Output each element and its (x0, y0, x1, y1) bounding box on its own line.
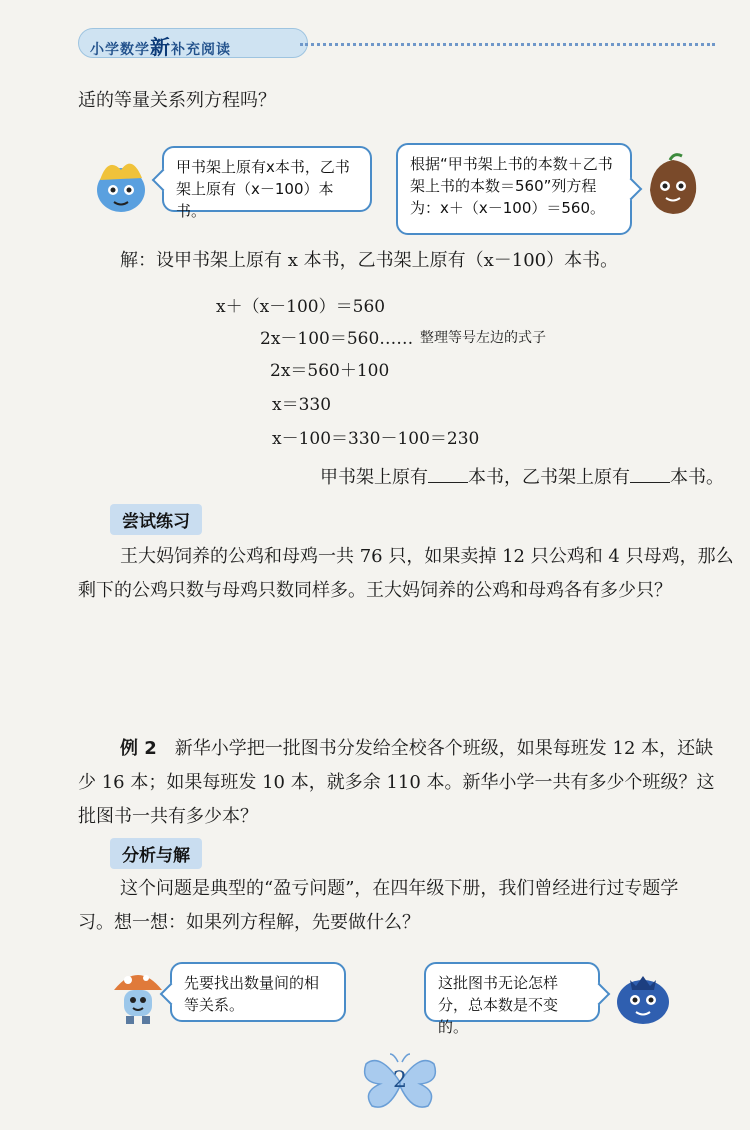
cartoon-character-icon (610, 968, 676, 1028)
example-2-line: 批图书一共有多少本？ (78, 806, 258, 827)
section-tag-practice: 尝试练习 (110, 504, 202, 535)
example-2-line: 例 2 新华小学把一批图书分发给全校各个班级，如果每班发 12 本，还缺 (120, 738, 714, 759)
analysis-line: 习。想一想：如果列方程解，先要做什么？ (78, 912, 420, 933)
equation-3: 2x＝560＋100 (270, 361, 390, 381)
speech-bubble-left: 甲书架上原有x本书，乙书架上原有（x－100）本书。 (162, 146, 372, 212)
equation-5: x－100＝330－100＝230 (272, 429, 480, 449)
cartoon-character-icon (640, 152, 706, 218)
page-number: 2 (393, 1068, 407, 1093)
answer-blank[interactable] (428, 464, 468, 483)
book-series-title: 小学数学新补充阅读 (90, 35, 231, 59)
answer-blank[interactable] (630, 464, 670, 483)
intro-line: 适的等量关系列方程吗？ (78, 90, 276, 111)
equation-2: 2x－100＝560…… (260, 329, 414, 349)
equation-1: x＋（x－100）＝560 (216, 297, 386, 317)
speech-bubble-right: 根据“甲书架上书的本数＋乙书架上书的本数＝560”列方程为：x＋（x－100）＝560。 (396, 143, 632, 235)
speech-bubble-left: 先要找出数量间的相等关系。 (170, 962, 346, 1022)
solution-setup: 解：设甲书架上原有 x 本书，乙书架上原有（x－100）本书。 (120, 250, 619, 271)
header-dotted-rule (300, 43, 715, 46)
answer-line: 甲书架上原有 本书，乙书架上原有 本书。 (320, 464, 724, 491)
analysis-line: 这个问题是典型的“盈亏问题”，在四年级下册，我们曾经进行过专题学 (120, 878, 679, 899)
practice-line: 剩下的公鸡只数与母鸡只数同样多。王大妈饲养的公鸡和母鸡各有多少只？ (78, 580, 672, 601)
speech-bubble-right: 这批图书无论怎样分，总本数是不变的。 (424, 962, 600, 1022)
practice-line: 王大妈饲养的公鸡和母鸡一共 76 只，如果卖掉 12 只公鸡和 4 只母鸡，那么 (120, 546, 734, 567)
cartoon-character-icon (110, 962, 166, 1026)
cartoon-character-icon (88, 150, 154, 216)
equation-4: x＝330 (272, 395, 332, 415)
example-2-line: 少 16 本；如果每班发 10 本，就多余 110 本。新华小学一共有多少个班级？这 (78, 772, 715, 793)
equation-2-note: 整理等号左边的式子 (420, 330, 546, 346)
section-tag-analysis: 分析与解 (110, 838, 202, 869)
